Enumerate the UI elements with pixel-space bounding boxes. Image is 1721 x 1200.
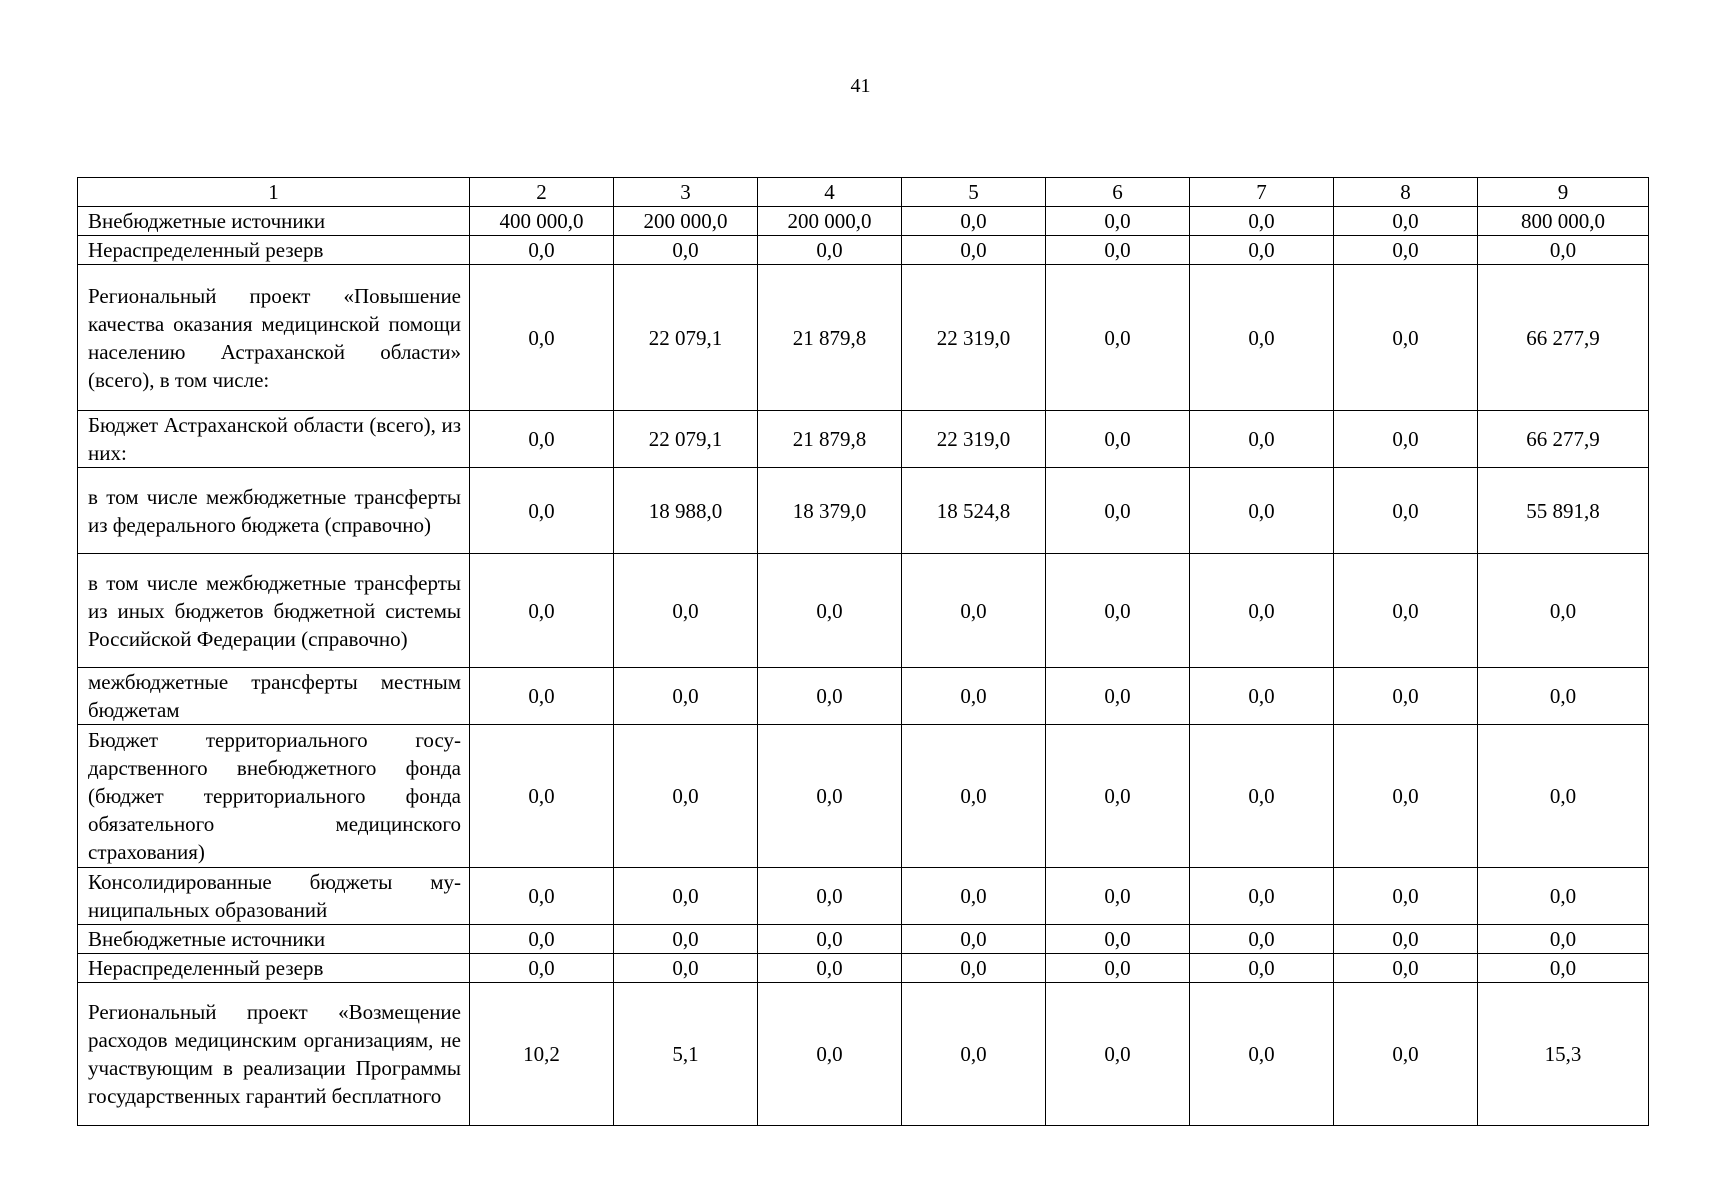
row-label: в том числе межбюджетные трансферты из иных бюджетов бюджетной системы Российской Федерации (справочно): [78, 554, 470, 668]
value-cell-col-8: 0,0: [1334, 725, 1478, 868]
value-cell-col-4: 200 000,0: [758, 207, 902, 236]
table-row: [78, 668, 1649, 725]
table-header-row: [78, 178, 1649, 207]
row-label: Бюджет территориального государственного внебюджетного фонда (бюджет территориального фонда обязательного медицинского страхования): [78, 725, 470, 868]
value-cell-col-3: 22 079,1: [614, 411, 758, 468]
value-cell-col-6: 0,0: [1046, 265, 1190, 411]
value-cell-col-4: 0,0: [758, 236, 902, 265]
value-cell-col-2: 0,0: [470, 468, 614, 554]
column-number-6: 6: [1046, 178, 1190, 207]
value-cell-col-2: 0,0: [470, 554, 614, 668]
value-cell-col-9: 800 000,0: [1478, 207, 1649, 236]
table-row: [78, 983, 1649, 1126]
value-cell-col-7: 0,0: [1190, 925, 1334, 954]
value-cell-col-2: 0,0: [470, 265, 614, 411]
value-cell-col-3: 0,0: [614, 868, 758, 925]
value-cell-col-8: 0,0: [1334, 668, 1478, 725]
table-row: [78, 868, 1649, 925]
value-cell-col-6: 0,0: [1046, 668, 1190, 725]
value-cell-col-7: 0,0: [1190, 265, 1334, 411]
value-cell-col-8: 0,0: [1334, 954, 1478, 983]
value-cell-col-9: 66 277,9: [1478, 265, 1649, 411]
value-cell-col-2: 0,0: [470, 725, 614, 868]
value-cell-col-5: 0,0: [902, 954, 1046, 983]
value-cell-col-5: 22 319,0: [902, 265, 1046, 411]
value-cell-col-6: 0,0: [1046, 468, 1190, 554]
value-cell-col-5: 0,0: [902, 236, 1046, 265]
value-cell-col-8: 0,0: [1334, 468, 1478, 554]
value-cell-col-3: 0,0: [614, 725, 758, 868]
value-cell-col-9: 66 277,9: [1478, 411, 1649, 468]
value-cell-col-7: 0,0: [1190, 468, 1334, 554]
row-label: Бюджет Астраханской области (всего), из них:: [78, 411, 470, 468]
value-cell-col-8: 0,0: [1334, 411, 1478, 468]
table-row: [78, 468, 1649, 554]
value-cell-col-9: 0,0: [1478, 954, 1649, 983]
value-cell-col-5: 0,0: [902, 207, 1046, 236]
value-cell-col-8: 0,0: [1334, 265, 1478, 411]
value-cell-col-6: 0,0: [1046, 207, 1190, 236]
value-cell-col-7: 0,0: [1190, 668, 1334, 725]
value-cell-col-8: 0,0: [1334, 554, 1478, 668]
value-cell-col-9: 0,0: [1478, 725, 1649, 868]
value-cell-col-7: 0,0: [1190, 868, 1334, 925]
value-cell-col-5: 0,0: [902, 668, 1046, 725]
row-label: Нераспределенный резерв: [78, 954, 470, 983]
value-cell-col-3: 18 988,0: [614, 468, 758, 554]
row-label: Консолидированные бюджеты муниципальных образований: [78, 868, 470, 925]
column-number-3: 3: [614, 178, 758, 207]
value-cell-col-2: 0,0: [470, 868, 614, 925]
table-row: [78, 954, 1649, 983]
value-cell-col-2: 10,2: [470, 983, 614, 1126]
row-label: в том числе межбюджетные трансферты из федерального бюджета (справочно): [78, 468, 470, 554]
value-cell-col-7: 0,0: [1190, 207, 1334, 236]
table-row: [78, 411, 1649, 468]
row-label: Внебюджетные источники: [78, 207, 470, 236]
value-cell-col-7: 0,0: [1190, 725, 1334, 868]
value-cell-col-4: 0,0: [758, 925, 902, 954]
value-cell-col-3: 0,0: [614, 925, 758, 954]
row-label: [78, 983, 470, 1126]
page-number: 41: [850, 75, 871, 97]
table-row: [78, 207, 1649, 236]
value-cell-col-9: 55 891,8: [1478, 468, 1649, 554]
column-number-5: 5: [902, 178, 1046, 207]
value-cell-col-2: 0,0: [470, 668, 614, 725]
value-cell-col-2: 400 000,0: [470, 207, 614, 236]
column-number-4: 4: [758, 178, 902, 207]
value-cell-col-7: 0,0: [1190, 236, 1334, 265]
table-row: [78, 725, 1649, 868]
value-cell-col-9: 0,0: [1478, 668, 1649, 725]
column-number-2: 2: [470, 178, 614, 207]
row-label-text: Региональный проект «Возмещение расходов медицинским организациям, не участвующим в реализации Программы государственных гарантий бесплатного: [88, 1000, 461, 1108]
value-cell-col-3: 0,0: [614, 668, 758, 725]
value-cell-col-4: 0,0: [758, 725, 902, 868]
value-cell-col-2: 0,0: [470, 925, 614, 954]
value-cell-col-4: 0,0: [758, 983, 902, 1126]
value-cell-col-2: 0,0: [470, 954, 614, 983]
value-cell-col-9: 15,3: [1478, 983, 1649, 1126]
value-cell-col-9: 0,0: [1478, 554, 1649, 668]
value-cell-col-2: 0,0: [470, 411, 614, 468]
value-cell-col-4: 18 379,0: [758, 468, 902, 554]
value-cell-col-5: 0,0: [902, 983, 1046, 1126]
value-cell-col-5: 22 319,0: [902, 411, 1046, 468]
value-cell-col-4: 0,0: [758, 868, 902, 925]
value-cell-col-4: 0,0: [758, 954, 902, 983]
column-number-8: 8: [1334, 178, 1478, 207]
value-cell-col-3: 200 000,0: [614, 207, 758, 236]
table-row: [78, 265, 1649, 411]
budget-table: [77, 177, 1649, 1126]
value-cell-col-8: 0,0: [1334, 983, 1478, 1126]
row-label: Региональный проект «Повышение качества оказания медицинской помощи населению Астраханской области» (всего), в том числе:: [78, 265, 470, 411]
row-label: Нераспределенный резерв: [78, 236, 470, 265]
value-cell-col-6: 0,0: [1046, 954, 1190, 983]
value-cell-col-8: 0,0: [1334, 925, 1478, 954]
value-cell-col-8: 0,0: [1334, 207, 1478, 236]
column-number-1: 1: [78, 178, 470, 207]
value-cell-col-3: 0,0: [614, 954, 758, 983]
value-cell-col-6: 0,0: [1046, 868, 1190, 925]
value-cell-col-9: 0,0: [1478, 236, 1649, 265]
value-cell-col-8: 0,0: [1334, 868, 1478, 925]
value-cell-col-6: 0,0: [1046, 236, 1190, 265]
value-cell-col-7: 0,0: [1190, 411, 1334, 468]
value-cell-col-3: 0,0: [614, 554, 758, 668]
value-cell-col-5: 0,0: [902, 725, 1046, 868]
row-label: межбюджетные трансферты местным бюджетам: [78, 668, 470, 725]
column-number-9: 9: [1478, 178, 1649, 207]
value-cell-col-4: 0,0: [758, 668, 902, 725]
value-cell-col-5: 18 524,8: [902, 468, 1046, 554]
value-cell-col-5: 0,0: [902, 554, 1046, 668]
value-cell-col-9: 0,0: [1478, 925, 1649, 954]
value-cell-col-6: 0,0: [1046, 925, 1190, 954]
row-label: Внебюджетные источники: [78, 925, 470, 954]
value-cell-col-9: 0,0: [1478, 868, 1649, 925]
value-cell-col-5: 0,0: [902, 925, 1046, 954]
value-cell-col-6: 0,0: [1046, 554, 1190, 668]
value-cell-col-8: 0,0: [1334, 236, 1478, 265]
value-cell-col-4: 0,0: [758, 554, 902, 668]
value-cell-col-4: 21 879,8: [758, 411, 902, 468]
value-cell-col-6: 0,0: [1046, 411, 1190, 468]
value-cell-col-3: 0,0: [614, 236, 758, 265]
table-row: [78, 925, 1649, 954]
value-cell-col-5: 0,0: [902, 868, 1046, 925]
table-row: [78, 554, 1649, 668]
table-row: [78, 236, 1649, 265]
value-cell-col-6: 0,0: [1046, 725, 1190, 868]
value-cell-col-3: 5,1: [614, 983, 758, 1126]
value-cell-col-2: 0,0: [470, 236, 614, 265]
value-cell-col-6: 0,0: [1046, 983, 1190, 1126]
value-cell-col-7: 0,0: [1190, 954, 1334, 983]
column-number-7: 7: [1190, 178, 1334, 207]
value-cell-col-3: 22 079,1: [614, 265, 758, 411]
value-cell-col-7: 0,0: [1190, 554, 1334, 668]
value-cell-col-4: 21 879,8: [758, 265, 902, 411]
value-cell-col-7: 0,0: [1190, 983, 1334, 1126]
